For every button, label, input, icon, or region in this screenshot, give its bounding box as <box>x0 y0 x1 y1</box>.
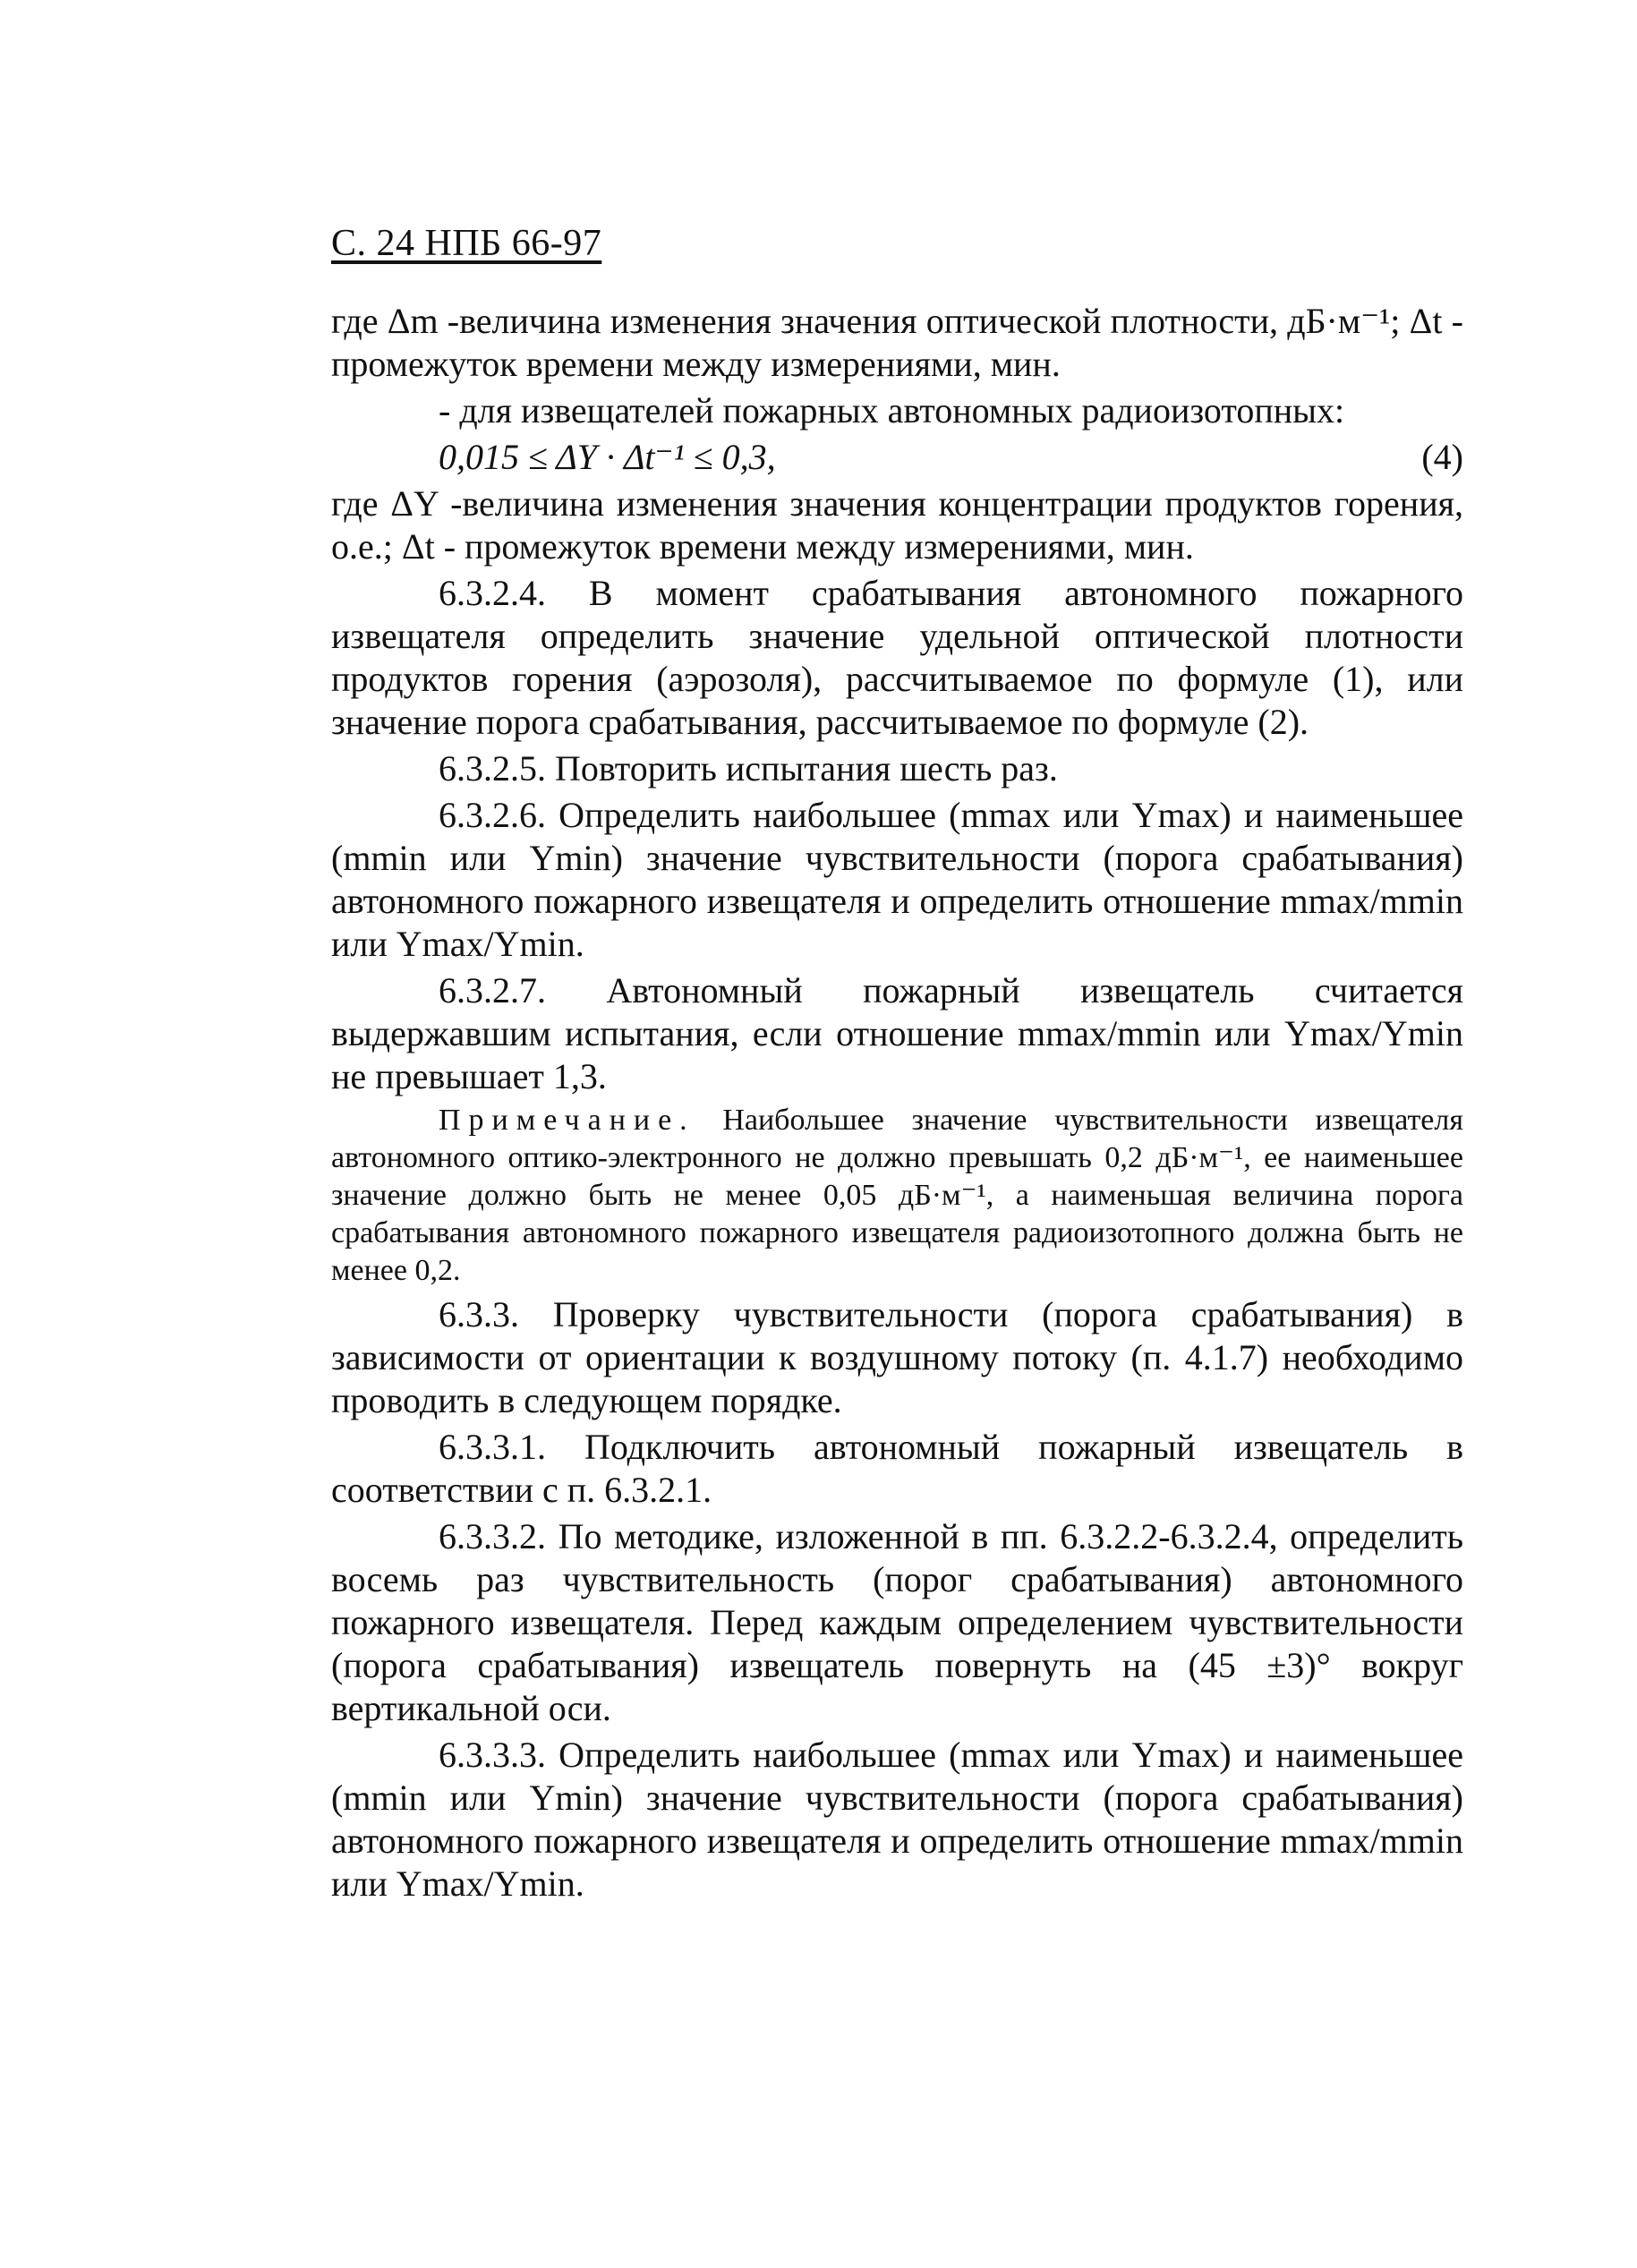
paragraph-6-3-3: 6.3.3. Проверку чувствительности (порога срабатывания) в зависимости от ориентации к воздушному потоку (п. 4.1.7) необходимо проводить в следующем порядке. <box>331 1294 1463 1420</box>
page-header: С. 24 НПБ 66-97 <box>331 223 602 264</box>
paragraph-delta-y: где ΔY -величина изменения значения концентрации продуктов горения, о.е.; Δt - промежуток времени между измерениями, мин. <box>331 483 1463 567</box>
paragraph-6-3-3-1: 6.3.3.1. Подключить автономный пожарный извещатель в соответствии с п. 6.3.2.1. <box>331 1427 1463 1510</box>
formula-4 <box>331 436 1463 479</box>
paragraph-6-3-2-4: 6.3.2.4. В момент срабатывания автономного пожарного извещателя определить значение удельной оптической плотности продуктов горения (аэрозоля), рассчитываемое по формуле (1), или значение порога срабатывания, рассчитываемое по формуле (2). <box>331 573 1463 742</box>
paragraph-6-3-3-2: 6.3.3.2. По методике, изложенной в пп. 6.3.2.2-6.3.2.4, определить восемь раз чувствительность (порог срабатывания) автономного пожарного извещателя. Перед каждым определением чувствительности (порога срабатывания) извещатель повернуть на (45 ±3)° вокруг вертикальной оси. <box>331 1516 1463 1728</box>
page-body <box>331 300 1463 1909</box>
paragraph-radioisotope-intro: - для извещателей пожарных автономных радиоизотопных: <box>439 390 1345 431</box>
paragraph-6-3-2-7: 6.3.2.7. Автономный пожарный извещатель считается выдержавшим испытания, если отношение mmax/mmin или Ymax/Ymin не превышает 1,3. <box>331 970 1463 1096</box>
paragraph-6-3-3-3: 6.3.3.3. Определить наибольшее (mmax или Ymax) и наименьшее (mmin или Ymin) значение чувствительности (порога срабатывания) автономного пожарного извещателя и определить отношение mmax/mmin или Ymax/Ymin. <box>331 1735 1463 1904</box>
note-label: Примечание. <box>439 1104 695 1137</box>
paragraph-6-3-2-5: 6.3.2.5. Повторить испытания шесть раз. <box>439 748 1058 789</box>
note-text: Наибольшее значение чувствительности извещателя автономного оптико-электронного не должно превышать 0,2 дБ·м⁻¹, ее наименьшее значение должно быть не менее 0,05 дБ·м⁻¹, а наименьшая величина порога срабатывания автономного пожарного извещателя радиоизотопного должна быть не менее 0,2. <box>331 1104 1463 1287</box>
formula-expression: 0,015 ≤ ΔY · Δt⁻¹ ≤ 0,3, <box>439 437 776 477</box>
paragraph-delta-m: где Δm -величина изменения значения оптической плотности, дБ·м⁻¹; Δt - промежуток времени между измерениями, мин. <box>331 301 1463 384</box>
paragraph-6-3-2-6: 6.3.2.6. Определить наибольшее (mmax или Ymax) и наименьшее (mmin или Ymin) значение чувствительности (порога срабатывания) автономного пожарного извещателя и определить отношение mmax/mmin или Ymax/Ymin. <box>331 795 1463 964</box>
formula-number: (4) <box>1421 437 1463 477</box>
note-block <box>331 1102 1463 1290</box>
